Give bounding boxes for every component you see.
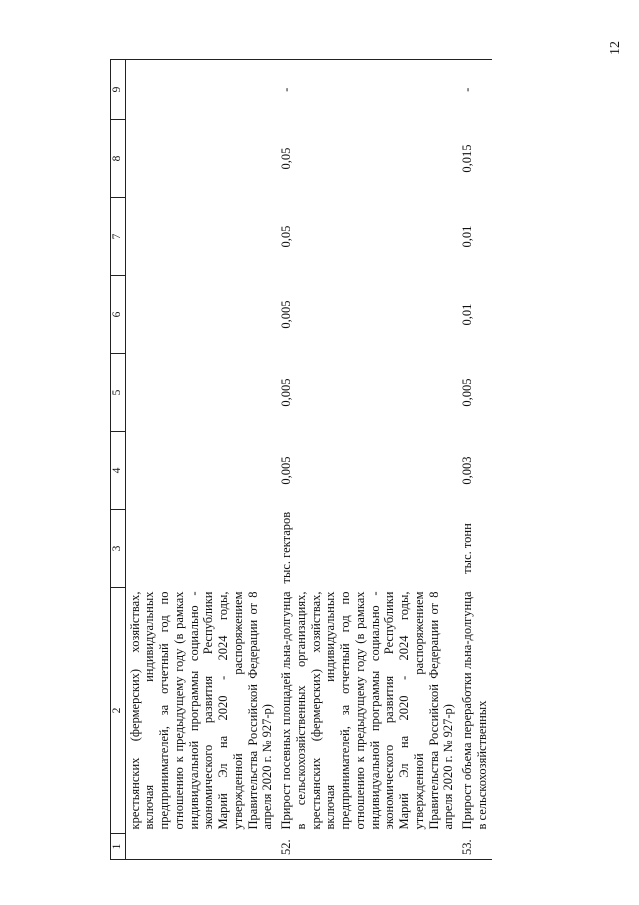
row-value-4 — [125, 432, 277, 510]
row-value-6: 0,005 — [279, 300, 294, 329]
row-value-9: - — [458, 60, 492, 120]
row-unit: тыс. тонн — [460, 523, 475, 574]
row-value-8: 0,05 — [279, 147, 294, 170]
row-value-7: 0,05 — [279, 225, 294, 248]
row-value-5 — [125, 354, 277, 432]
row-value-9 — [125, 60, 277, 120]
row-description: крестьянских (фермерских) хозяйствах, включая индивидуальных предпринимателей, за отчетный год по отношению к предыдущему году (в рамках индивидуальной программы социально - экономического развития Республики Марий Эл на 2020 - 2024 годы, утвержденной распоряжением Правительства Российской Федерации от 8 апреля 2020 г. № 927-р) — [127, 591, 275, 830]
rotated-table-container — [110, 60, 530, 860]
header-col-9: 9 — [111, 60, 126, 120]
row-description: Прирост посевных площадей льна-долгунца в сельскохозяйственных организациях, крестьянских (фермерских) хозяйствах, включая индивидуальных предпринимателей, за отчетный год по отношению к предыдущему году (в рамках индивидуальной программы социально - экономического развития Республики Марий Эл на 2020 - 2024 годы, утвержденной распоряжением Правительства Российской Федерации от 8 апреля 2020 г. № 927-р) — [279, 591, 456, 830]
row-unit — [125, 510, 277, 588]
header-col-7: 7 — [111, 198, 126, 276]
table-row — [125, 60, 277, 860]
header-col-3: 3 — [111, 510, 126, 588]
row-number — [125, 834, 277, 860]
header-col-8: 8 — [111, 120, 126, 198]
row-value-7 — [125, 198, 277, 276]
row-value-6 — [125, 276, 277, 354]
header-col-1: 1 — [111, 834, 126, 860]
row-value-5: 0,005 — [279, 378, 294, 407]
row-value-8: 0,015 — [460, 144, 475, 173]
table-row — [277, 60, 458, 860]
header-col-5: 5 — [111, 354, 126, 432]
row-value-7: 0,01 — [460, 225, 475, 248]
row-description: Прирост объема переработки льна-долгунца в сельскохозяйственных — [460, 591, 489, 830]
row-number: 52. — [277, 834, 458, 860]
header-col-4: 4 — [111, 432, 126, 510]
row-value-6: 0,01 — [460, 303, 475, 326]
table-row — [458, 60, 492, 860]
table-header-row — [111, 60, 126, 860]
row-value-8 — [125, 120, 277, 198]
row-value-9: - — [277, 60, 458, 120]
header-col-2: 2 — [111, 588, 126, 834]
row-value-4: 0,005 — [279, 456, 294, 485]
indicators-table — [110, 59, 492, 860]
row-number: 53. — [458, 834, 492, 860]
page-number: 12 — [608, 41, 623, 55]
row-value-4: 0,003 — [460, 456, 475, 485]
row-unit: тыс. гектаров — [279, 511, 294, 584]
header-col-6: 6 — [111, 276, 126, 354]
row-value-5: 0,005 — [460, 378, 475, 407]
